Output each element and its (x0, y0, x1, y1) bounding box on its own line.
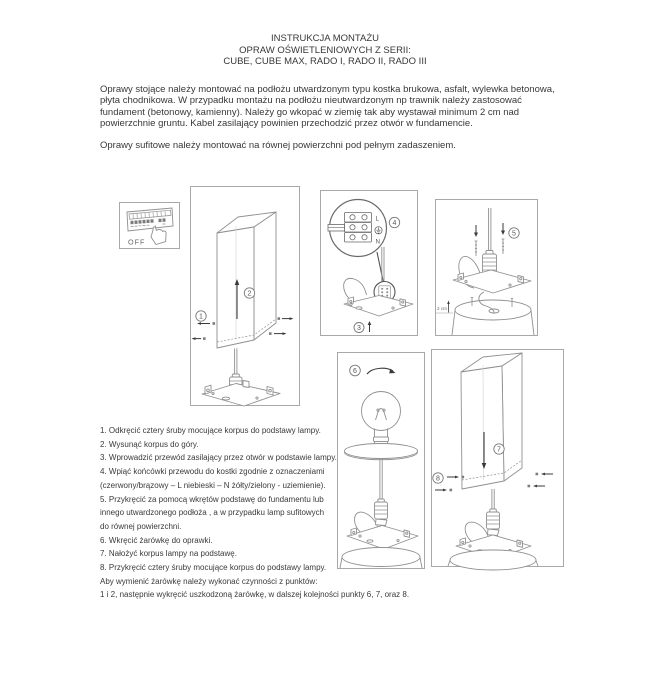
base-plate-icon (453, 270, 531, 293)
ceiling-mounting-paragraph: Oprawy sufitowe należy montować na równej powierzchni pod pełnym zadaszeniem. (100, 140, 456, 151)
step-line-3: 3. Wprowadzić przewód zasilający przez otwór w podstawie lampy. (100, 453, 337, 463)
step-line-4: 4. Wpiąć końcówki przewodu do kostki zgodnie z oznaczeniami (100, 467, 325, 477)
step-line-1: 1. Odkręcić cztery śruby mocujące korpus do podstawy lampy. (100, 426, 321, 435)
magnifier-pointer-line (377, 252, 384, 283)
diagram-fix-base-panel (435, 199, 538, 336)
svg-text:6: 6 (353, 368, 357, 375)
svg-text:3: 3 (357, 325, 361, 332)
diagram-power-off-panel (119, 202, 180, 249)
diagram-lower-body-panel (431, 349, 564, 567)
step-line-5c: do równej powierzchni. (100, 521, 182, 531)
lower-body-illustration (432, 350, 563, 566)
lamp-body-box (461, 353, 522, 489)
terminal-block-icon (487, 509, 500, 529)
terminal-block-icon (483, 251, 497, 274)
assembly-steps-list (100, 424, 409, 602)
step-marker-7 (494, 444, 504, 454)
step-line-5: 5. Przykręcić za pomocą wkrętów podstawę do fundamentu lub (100, 494, 324, 504)
height-label: 2 cm (437, 306, 447, 311)
step-marker-4 (389, 217, 399, 227)
step-marker-8 (433, 473, 443, 483)
fix-base-illustration (436, 200, 537, 335)
title-line-1: INSTRUKCJA MONTAŻU (270, 33, 380, 44)
base-plate-icon (344, 296, 413, 317)
foundation-cylinder (448, 550, 538, 570)
step-line-6: 6. Wkręcić żarówkę do oprawki. (100, 535, 213, 545)
title-line-2: OPRAW OŚWIETLENIOWYCH Z SERII: (239, 44, 411, 56)
svg-text:2: 2 (247, 290, 252, 298)
foundation-height-callout (436, 301, 453, 314)
off-label: OFF (128, 237, 146, 247)
diagram-lift-body-panel (190, 186, 300, 406)
foundation-cylinder (452, 292, 534, 335)
svg-text:1: 1 (199, 313, 203, 321)
step-marker-6 (350, 365, 361, 376)
diagram-wiring-panel (320, 190, 418, 336)
document-title (0, 33, 650, 68)
svg-text:8: 8 (436, 475, 440, 483)
ground-mounting-paragraph: Oprawy stojące należy montować na podłożu utwardzonym typu kostka brukowa, asfalt, wylewka betonowa, płyta chodnikowa. W przypadku montażu na podłożu nieutwardzonym np trawnik należy zastosować fundament (betonowy, kamienny). Należy go wkopać w ziemię tak aby wystawał minimum 2 cm nad powierzchnie gruntu. Kabel zasilający powinien przechodzić przez otwór w fundamencie. (100, 84, 555, 130)
svg-text:5: 5 (512, 230, 516, 238)
terminal-label-line: L (375, 215, 379, 223)
bulb-note-line-2: 1 i 2, następnie wykręcić uszkodzoną żarówkę, w dalszej kolejności punkty 6, 7, oraz 8. (100, 590, 410, 600)
step-line-4b: (czerwony/brązowy – L niebieski – N żółty/zielony - uziemienie). (100, 480, 326, 490)
svg-text:4: 4 (392, 220, 397, 227)
step-line-5b: innego utwardzonego podłoża , a w przypadku lamp sufitowych (100, 508, 325, 518)
svg-text:7: 7 (497, 446, 501, 454)
threaded-rod (235, 348, 237, 378)
circuit-breaker-icon (127, 208, 173, 231)
step-marker-2 (244, 288, 254, 298)
power-off-illustration (120, 203, 179, 248)
rotation-arrow-icon (367, 368, 396, 374)
terminal-label-neutral: N (375, 238, 380, 246)
step-marker-5 (509, 228, 519, 238)
step-line-8: 8. Przykręcić cztery śruby mocujące korpus do podstawy lampy. (100, 563, 327, 573)
step-marker-1 (196, 311, 206, 321)
title-line-3: CUBE, CUBE MAX, RADO I, RADO II, RADO III (223, 56, 427, 68)
base-plate-icon (202, 381, 280, 407)
step-line-2: 2. Wysunąć korpus do góry. (100, 439, 199, 449)
lamp-body-box (217, 212, 276, 348)
lift-body-illustration (191, 187, 299, 405)
threaded-rod (489, 208, 491, 255)
hand-icon (151, 227, 166, 245)
wiring-illustration (321, 191, 417, 335)
step-marker-3 (354, 323, 364, 333)
bulb-note-line-1: Aby wymienić żarówkę należy wykonać czynności z punktów: (100, 576, 318, 586)
step-line-7: 7. Nałożyć korpus lampy na podstawę. (100, 549, 237, 559)
up-arrow-icon (368, 321, 372, 332)
